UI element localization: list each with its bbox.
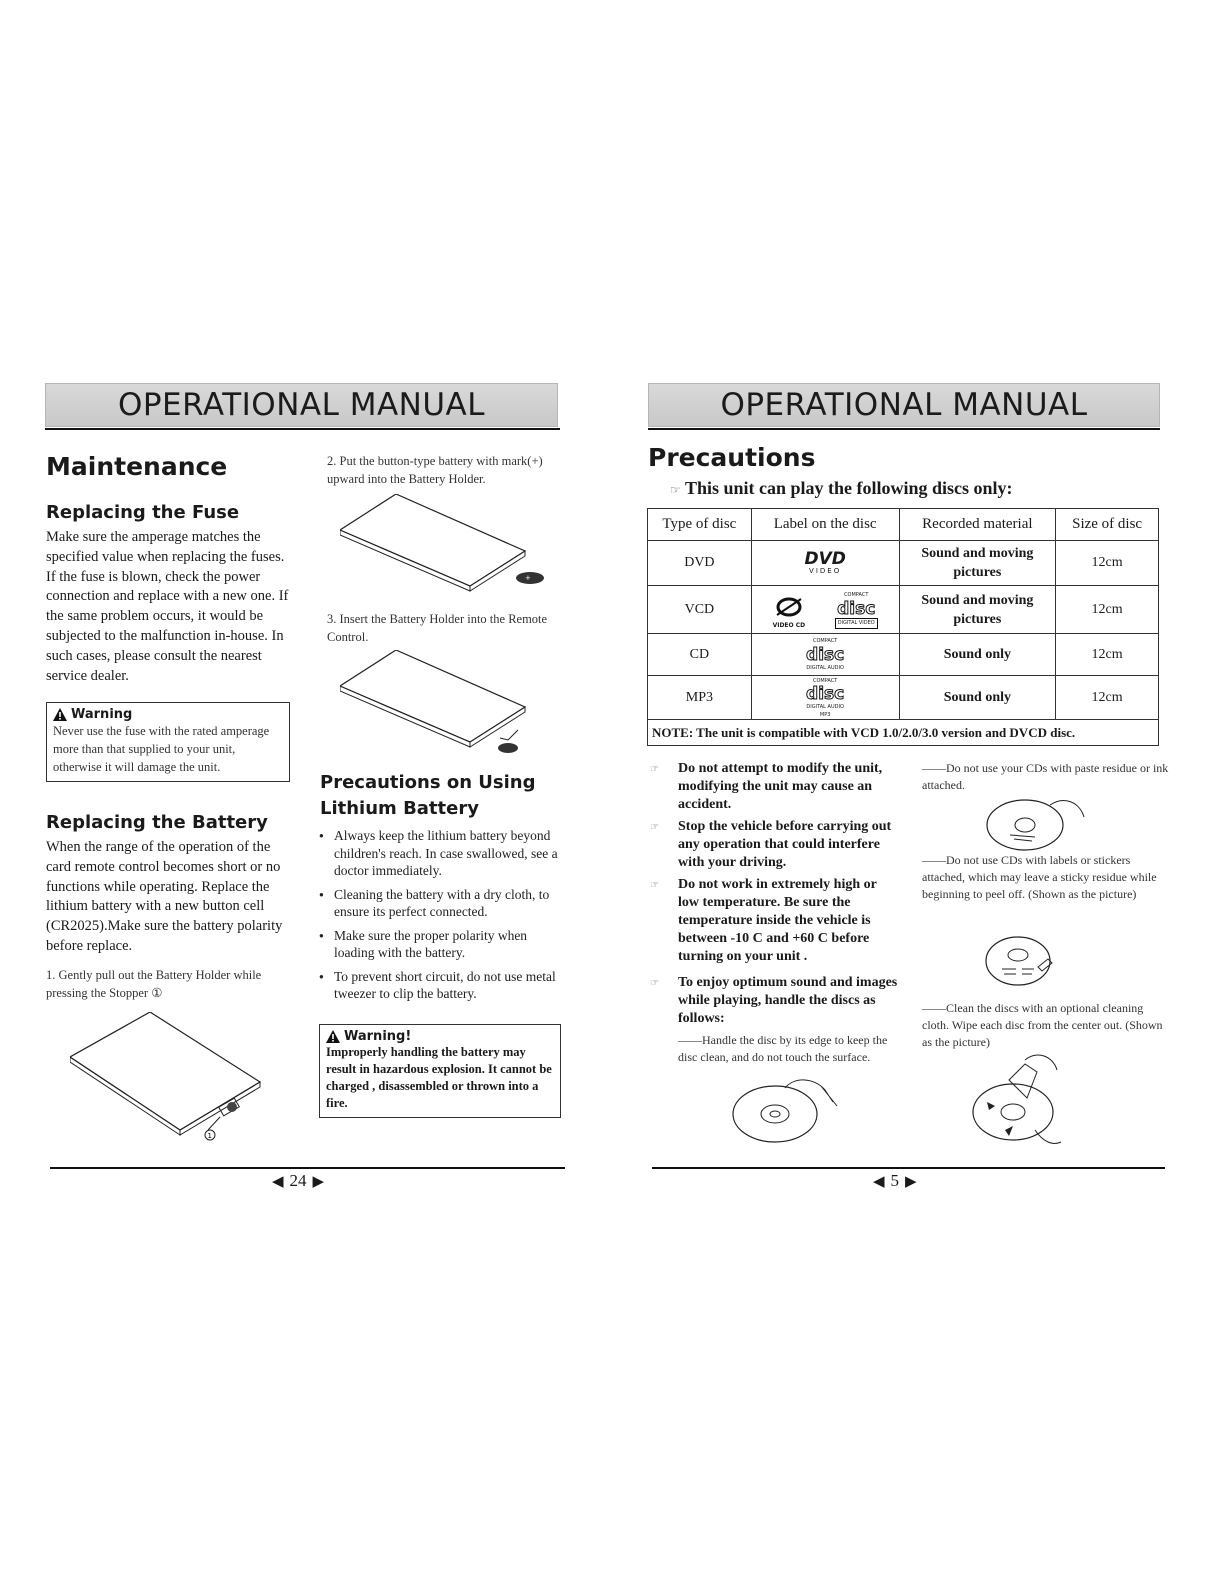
digital-video-text: DIGITAL VIDEO xyxy=(835,618,878,629)
battery-holder-illustration-2 xyxy=(340,494,550,604)
pointing-hand-icon: ☞ xyxy=(650,978,659,989)
disc-sticker-illustration xyxy=(982,933,1062,991)
disc-material: Sound and moving pictures xyxy=(899,541,1056,586)
disc-cleaning-illustration xyxy=(965,1050,1075,1150)
cd-logo xyxy=(751,634,899,676)
lithium-bullet: ● To prevent short circuit, do not use metal tweezer to clip the battery. xyxy=(316,968,566,1003)
precaution-item xyxy=(648,818,898,872)
table-note: NOTE: The unit is compatible with VCD 1.0/2.0/3.0 version and DVCD disc. xyxy=(648,720,1159,746)
table-row xyxy=(648,634,1159,676)
battery-holder-illustration-3 xyxy=(340,650,550,760)
precaution-item xyxy=(648,876,898,966)
right-page-number: 5 xyxy=(890,1171,900,1190)
compact-text: COMPACT xyxy=(812,677,838,684)
lithium-heading-line1: Precautions on Using xyxy=(320,772,536,793)
compact-text: COMPACT xyxy=(844,591,869,598)
disc-size: 12cm xyxy=(1056,634,1159,676)
right-header-title: OPERATIONAL MANUAL xyxy=(720,387,1088,423)
svg-text:+: + xyxy=(525,574,531,582)
header-cell: Recorded material xyxy=(899,509,1056,541)
disc-residue-illustration xyxy=(980,795,1090,853)
warning-triangle-icon xyxy=(326,1030,340,1043)
right-footer-rule xyxy=(652,1167,1165,1169)
prev-triangle-icon: ◀ xyxy=(873,1173,885,1190)
header-cell: Label on the disc xyxy=(751,509,899,541)
svg-text:1: 1 xyxy=(207,1132,212,1140)
fuse-warning-box xyxy=(46,702,290,782)
disc-material: Sound only xyxy=(899,676,1056,720)
disc-text: disc xyxy=(837,598,876,619)
left-footer-rule xyxy=(50,1167,565,1169)
left-header-rule xyxy=(45,428,560,430)
digital-audio-text: DIGITAL AUDIO xyxy=(806,664,844,671)
disc-material: Sound and moving pictures xyxy=(899,586,1056,634)
lithium-bullet: ● Make sure the proper polarity when loading with the battery. xyxy=(316,927,566,962)
dvd-logo-sub: VIDEO xyxy=(809,567,842,575)
left-page-number: 24 xyxy=(289,1171,307,1190)
disc-type: CD xyxy=(648,634,752,676)
lithium-warning-title: Warning! xyxy=(344,1029,412,1044)
right-pager xyxy=(873,1171,917,1191)
table-header-row xyxy=(648,509,1159,541)
table-intro xyxy=(670,478,1013,499)
precaution-text: Stop the vehicle before carrying out any operation that could interfere with your driving. xyxy=(678,819,892,870)
battery-step3: 3. Insert the Battery Holder into the Remote Control. xyxy=(327,612,548,644)
header-cell: Size of disc xyxy=(1056,509,1159,541)
note-labels-stickers: ——Do not use CDs with labels or stickers attached, which may leave a sticky residue while beginning to peel off. (Shown as the picture) xyxy=(922,853,1157,901)
battery-holder-illustration-1 xyxy=(70,1012,270,1162)
handle-note: ——Handle the disc by its edge to keep the disc clean, and do not touch the surface. xyxy=(678,1033,888,1064)
precaution-item xyxy=(648,760,898,814)
right-header-rule xyxy=(648,428,1160,430)
next-triangle-icon: ▶ xyxy=(312,1173,325,1190)
precaution-text: Do not work in extremely high or low temperature. Be sure the temperature inside the vehicle is between -10 C and +60 C before turning on your unit . xyxy=(678,877,877,964)
lithium-bullets xyxy=(316,827,566,1009)
note-paste-residue: ——Do not use your CDs with paste residue or ink attached. xyxy=(922,761,1169,792)
compact-disc-video-logo xyxy=(835,591,878,629)
battery-step1-text: 1. Gently pull out the Battery Holder while pressing the Stopper xyxy=(46,968,262,1000)
battery-heading: Replacing the Battery xyxy=(46,812,268,833)
table-note-row xyxy=(648,720,1159,746)
next-triangle-icon: ▶ xyxy=(905,1173,917,1190)
note-cleaning: ——Clean the discs with an optional cleaning cloth. Wipe each disc from the center out. (Shown as the picture) xyxy=(922,1001,1163,1049)
pointing-hand-icon: ☞ xyxy=(650,822,659,833)
disc-handling-illustration xyxy=(725,1076,845,1146)
disc-size: 12cm xyxy=(1056,586,1159,634)
battery-step1 xyxy=(46,966,286,1002)
table-row xyxy=(648,541,1159,586)
left-pager xyxy=(272,1171,324,1191)
prev-triangle-icon: ◀ xyxy=(272,1173,284,1190)
disc-table xyxy=(647,508,1159,746)
dvd-logo-text: DVD xyxy=(804,549,846,569)
disc-text: disc xyxy=(806,683,845,704)
disc-material: Sound only xyxy=(899,634,1056,676)
dvd-logo xyxy=(751,541,899,586)
fuse-warning-title: Warning xyxy=(71,707,133,722)
battery-step2: 2. Put the button-type battery with mark(+) upward into the Battery Holder. xyxy=(327,454,543,486)
table-intro-text: This unit can play the following discs only: xyxy=(684,478,1013,498)
compact-text: COMPACT xyxy=(812,637,838,644)
lithium-bullet: ● Always keep the lithium battery beyond children's reach. In case swallowed, see a doctor immediately. xyxy=(316,827,566,880)
fuse-text: Make sure the amperage matches the specified value when replacing the fuses. If the fuse is blown, check the power connection and replace with a new one. If the same problem occurs, it would be subjected to the malfunction in-house. In such cases, please consult the nearest service dealer. xyxy=(46,529,289,684)
precaution-item xyxy=(648,974,898,1028)
left-header-title: OPERATIONAL MANUAL xyxy=(117,387,486,423)
left-header-bar xyxy=(45,383,558,427)
disc-size: 12cm xyxy=(1056,676,1159,720)
table-row xyxy=(648,676,1159,720)
disc-type: VCD xyxy=(648,586,752,634)
lithium-bullet: ● Cleaning the battery with a dry cloth, to ensure its perfect connected. xyxy=(316,886,566,921)
disc-type: MP3 xyxy=(648,676,752,720)
lithium-warning-box xyxy=(319,1024,561,1118)
precautions-title: Precautions xyxy=(648,443,816,472)
lithium-warning-text: Improperly handling the battery may result in hazardous explosion. It cannot be charged , disassembled or thrown into a fire. xyxy=(326,1045,552,1110)
lithium-heading xyxy=(320,770,570,822)
lithium-heading-line2: Lithium Battery xyxy=(320,798,479,819)
stopper-marker: ① xyxy=(151,986,163,1000)
precaution-text: To enjoy optimum sound and images while playing, handle the discs as follows: xyxy=(678,975,898,1026)
video-cd-disc-icon xyxy=(775,597,803,617)
right-header-bar xyxy=(648,383,1160,427)
mp3-text: MP3 xyxy=(819,711,831,718)
digital-audio-text: DIGITAL AUDIO xyxy=(806,703,844,710)
maintenance-title: Maintenance xyxy=(46,452,228,481)
precaution-text: Do not attempt to modify the unit, modifying the unit may cause an accident. xyxy=(678,761,883,812)
disc-size: 12cm xyxy=(1056,541,1159,586)
warning-triangle-icon xyxy=(53,708,67,721)
pointing-hand-icon: ☞ xyxy=(650,880,659,891)
mp3-logo xyxy=(751,676,899,720)
header-cell: Type of disc xyxy=(648,509,752,541)
disc-text: disc xyxy=(806,644,845,665)
pointing-hand-icon: ☞ xyxy=(650,764,659,775)
table-row xyxy=(648,586,1159,634)
video-cd-text: VIDEO CD xyxy=(772,621,806,629)
video-cd-logo xyxy=(773,597,806,629)
pointing-hand-icon: ☞ xyxy=(670,483,681,497)
battery-text: When the range of the operation of the card remote control becomes short or no functions while operating. Replace the lithium battery with a new button cell (CR2025).Make sure the battery polarity before replace. xyxy=(46,839,283,954)
precautions-list xyxy=(648,760,898,1066)
disc-type: DVD xyxy=(648,541,752,586)
fuse-heading: Replacing the Fuse xyxy=(46,502,240,523)
fuse-warning-text: Never use the fuse with the rated amperage more than that supplied to your unit, otherwise it will damage the unit. xyxy=(53,724,270,774)
vcd-logos xyxy=(751,586,899,634)
